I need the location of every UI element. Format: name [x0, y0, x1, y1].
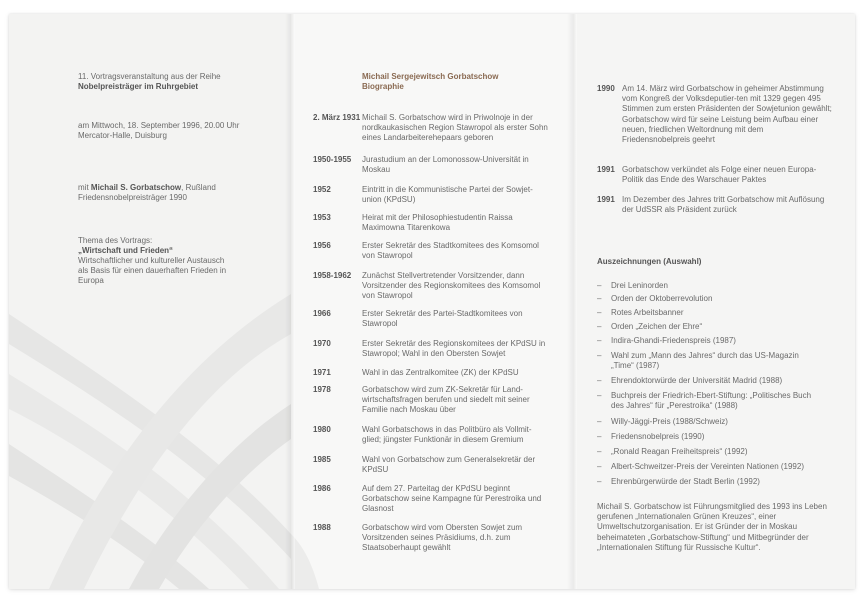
award-item: – Friedensnobelpreis (1990)	[597, 432, 705, 441]
bio-year: 1986	[313, 484, 331, 493]
bio-text: Im Dezember des Jahres tritt Gorbatschow mit Auflösung der UdSSR als Präsident zurück	[622, 195, 825, 215]
speaker-country: , Rußland	[181, 183, 216, 192]
theme-description: Wirtschaftlicher und kultureller Austausch als Basis für einen dauerhaften Frieden in Europa	[78, 256, 227, 286]
theme-title: „Wirtschaft und Frieden“	[78, 246, 174, 255]
speaker-line	[78, 183, 216, 193]
bio-text: Wahl von Gorbatschow zum Generalsekretär der KPdSU	[362, 455, 536, 475]
award-item: – Orden „Zeichen der Ehre“	[597, 322, 703, 331]
bio-year: 1991	[597, 195, 615, 204]
bio-text: Michail S. Gorbatschow wird in Priwolnoje in der nordkaukasischen Region Stawropol als erster Sohn eines Landarbeiterehepaars geboren	[362, 113, 548, 143]
bio-year: 1958-1962	[313, 271, 352, 280]
awards-heading: Auszeichnungen (Auswahl)	[597, 257, 702, 266]
footnote: Michail S. Gorbatschow ist Führungsmitglied des 1993 ins Leben gerufenen „Internationalen Grünen Kreuzes“, einer Umweltschutzorganisation. Er ist Gründer der in Moskau beheimateten „Gorbatschow-Stiftung“ und Mitbegründer der „Internationalen Stiftung für Russische Kultur“.	[597, 502, 827, 552]
bio-text: Zunächst Stellvertretender Vorsitzender, dann Vorsitzender des Regionskomitees des Komsomol von Stawropol	[362, 271, 541, 301]
bio-year: 1971	[313, 368, 331, 377]
award-item: – Wahl zum „Mann des Jahres“ durch das US-Magazin „Time“ (1987)	[597, 351, 799, 371]
award-item: – „Ronald Reagan Freiheitspreis“ (1992)	[597, 447, 748, 456]
award-item: – Ehrendoktorwürde der Universität Madrid (1988)	[597, 376, 783, 385]
bio-year: 1970	[313, 339, 331, 348]
bio-text: Wahl Gorbatschows in das Politbüro als Vollmit-glied; jüngster Funktionär in diesem Gremium	[362, 425, 532, 445]
award-item: – Indira-Ghandi-Friedenspreis (1987)	[597, 336, 736, 345]
bio-year: 2. März 1931	[313, 113, 361, 122]
fold-line-2	[567, 14, 577, 589]
bio-year: 1988	[313, 523, 331, 532]
swoosh-graphic	[9, 14, 291, 589]
bio-text: Am 14. März wird Gorbatschow in geheimer Abstimmung vom Kongreß der Volksdeputier-ten mit 1329 gegen 495 Stimmen zum ersten Präsidenten der Sowjetunion gewählt; Gorbatschow wird für seine Leistung beim Aufbau einer neuen, friedlichen Weltordnung mit dem Friedensnobelpreis geehrt	[622, 84, 832, 145]
theme-label: Thema des Vortrags:	[78, 236, 153, 245]
intro-line: 11. Vortragsveranstaltung aus der Reihe	[78, 72, 221, 81]
bio-text: Erster Sekretär des Stadtkomitees des Komsomol von Stawropol	[362, 241, 539, 261]
award-item: – Drei Leninorden	[597, 281, 668, 290]
biography-heading	[362, 72, 498, 92]
fold-line-1	[285, 14, 295, 589]
bio-text: Erster Sekretär des Partei-Stadtkomitees von Stawropol	[362, 309, 523, 329]
bio-year: 1980	[313, 425, 331, 434]
bio-year: 1991	[597, 165, 615, 174]
bio-year: 1990	[597, 84, 615, 93]
event-date: am Mittwoch, 18. September 1996, 20.00 Uhr	[78, 121, 240, 130]
bio-year: 1953	[313, 213, 331, 222]
award-item: – Orden der Oktoberrevolution	[597, 294, 713, 303]
bio-text: Heirat mit der Philosophiestudentin Raissa Maximowna Titarenkowa	[362, 213, 513, 233]
bio-text: Gorbatschow verkündet als Folge einer neuen Europa-Politik das Ende des Warschauer Paktes	[622, 165, 817, 185]
bio-text: Eintritt in die Kommunistische Partei der Sowjet-union (KPdSU)	[362, 185, 533, 205]
bio-year: 1956	[313, 241, 331, 250]
bio-text: Erster Sekretär des Regionskomitees der KPdSU in Stawropol; Wahl in den Obersten Sowjet	[362, 339, 546, 359]
event-venue: Mercator-Halle, Duisburg	[78, 131, 167, 140]
left-panel	[9, 14, 291, 589]
bio-text: Jurastudium an der Lomonossow-Universität in Moskau	[362, 155, 529, 175]
series-title: Nobelpreisträger im Ruhrgebiet	[78, 82, 199, 91]
bio-heading-label: Biographie	[362, 82, 404, 92]
bio-text: Wahl in das Zentralkomitee (ZK) der KPdSU	[362, 368, 519, 377]
bio-year: 1966	[313, 309, 331, 318]
award-item: – Ehrenbürgerwürde der Stadt Berlin (1992)	[597, 477, 760, 486]
speaker-name: Michail S. Gorbatschow	[90, 183, 182, 192]
bio-year: 1985	[313, 455, 331, 464]
award-item: – Albert-Schweitzer-Preis der Vereinten Nationen (1992)	[597, 462, 804, 471]
bio-text: Gorbatschow wird vom Obersten Sowjet zum Vorsitzenden seines Präsidiums, d.h. zum Staatsoberhaupt gewählt	[362, 523, 523, 553]
award-item: – Willy-Jäggi-Preis (1988/Schweiz)	[597, 417, 728, 426]
bio-heading-name: Michail Sergejewitsch Gorbatschow	[362, 72, 499, 81]
bio-text: Gorbatschow wird zum ZK-Sekretär für Land-wirtschaftsfragen berufen und siedelt mit seiner Familie nach Moskau über	[362, 385, 530, 415]
award-item: – Buchpreis der Friedrich-Ebert-Stiftung: „Politisches Buch des Jahres“ für „Perestroika“ (1988)	[597, 391, 812, 411]
with-prefix: mit	[78, 183, 89, 192]
bio-text: Auf dem 27. Parteitag der KPdSU beginnt Gorbatschow seine Kampagne für Perestroika und Glasnost	[362, 484, 542, 514]
laureate-line: Friedensnobelpreisträger 1990	[78, 193, 187, 202]
bio-year: 1952	[313, 185, 331, 194]
award-item: – Rotes Arbeitsbanner	[597, 308, 684, 317]
bio-year: 1978	[313, 385, 331, 394]
bio-year: 1950-1955	[313, 155, 352, 164]
